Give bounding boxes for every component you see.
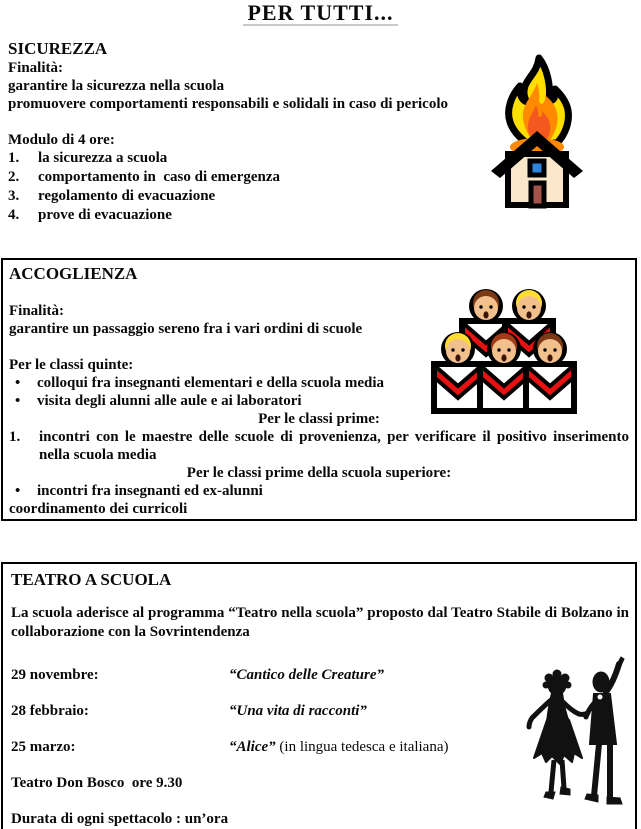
- list-item: la sicurezza a scuola: [38, 150, 168, 166]
- spacer: [8, 113, 483, 131]
- list-item: • incontri fra insegnanti ed ex-alunni: [9, 482, 629, 500]
- section-sicurezza: [8, 39, 483, 225]
- page-title: PER TUTTI...: [243, 4, 397, 26]
- list-item: incontri con le maestre delle scuole di provenienza, per verificare il positivo inserimento nella scuola media: [39, 429, 633, 463]
- list-item: regolamento di evacuazione: [38, 188, 216, 204]
- accoglienza-quinte-label: Per le classi quinte:: [9, 357, 134, 373]
- accoglienza-prime-label: Per le classi prime:: [258, 411, 380, 427]
- accoglienza-finalita-label: Finalità:: [9, 303, 64, 319]
- sicurezza-goal: promuovere comportamenti responsabili e solidali in caso di pericolo: [8, 96, 448, 112]
- show-title: “Una vita di racconti”: [229, 703, 367, 719]
- sicurezza-finalita-label: Finalità:: [8, 60, 63, 76]
- show-date: 28 febbraio:: [11, 703, 89, 719]
- list-item: prove di evacuazione: [38, 207, 172, 223]
- show-date: 25 marzo:: [11, 739, 76, 755]
- show-note: (in lingua tedesca e italiana): [279, 739, 449, 755]
- accoglienza-heading: ACCOGLIENZA: [9, 264, 138, 283]
- accoglienza-footer: coordinamento dei curricoli: [9, 501, 188, 517]
- burning-house-icon: [487, 53, 588, 211]
- show-title: “Alice”: [229, 739, 276, 755]
- show-title: “Cantico delle Creature”: [229, 667, 384, 683]
- sicurezza-module-list: [8, 149, 483, 225]
- list-item: • visita degli alunni alle aule e ai laboratori: [9, 392, 629, 410]
- teatro-venue: Teatro Don Bosco ore 9.30: [11, 775, 183, 791]
- sicurezza-module-label: Modulo di 4 ore:: [8, 132, 115, 148]
- teatro-duration: Durata di ogni spettacolo : un’ora: [11, 811, 229, 827]
- accoglienza-goal: garantire un passaggio sereno fra i vari ordini di scuole: [9, 321, 363, 337]
- list-item: comportamento in caso di emergenza: [38, 169, 281, 185]
- accoglienza-superiore-label: Per le classi prime della scuola superiore:: [186, 465, 452, 481]
- accoglienza-superiore-list: [9, 482, 629, 500]
- sicurezza-goal: garantire la sicurezza nella scuola: [8, 78, 225, 94]
- choir-children-icon: [428, 287, 580, 414]
- teatro-heading: TEATRO A SCUOLA: [11, 570, 172, 589]
- teatro-intro: La scuola aderisce al programma “Teatro nella scuola” proposto dal Teatro Stabile di Bolzano in collaborazione con la Sovrintendenza: [11, 605, 629, 640]
- sicurezza-heading: SICUREZZA: [8, 39, 108, 58]
- dancing-couple-icon: [502, 656, 640, 808]
- spacer: [11, 590, 627, 604]
- accoglienza-prime-list: [9, 428, 633, 464]
- show-date: 29 novembre:: [11, 667, 99, 683]
- list-item: • colloqui fra insegnanti elementari e della scuola media: [9, 374, 629, 392]
- page-header: [0, 0, 641, 26]
